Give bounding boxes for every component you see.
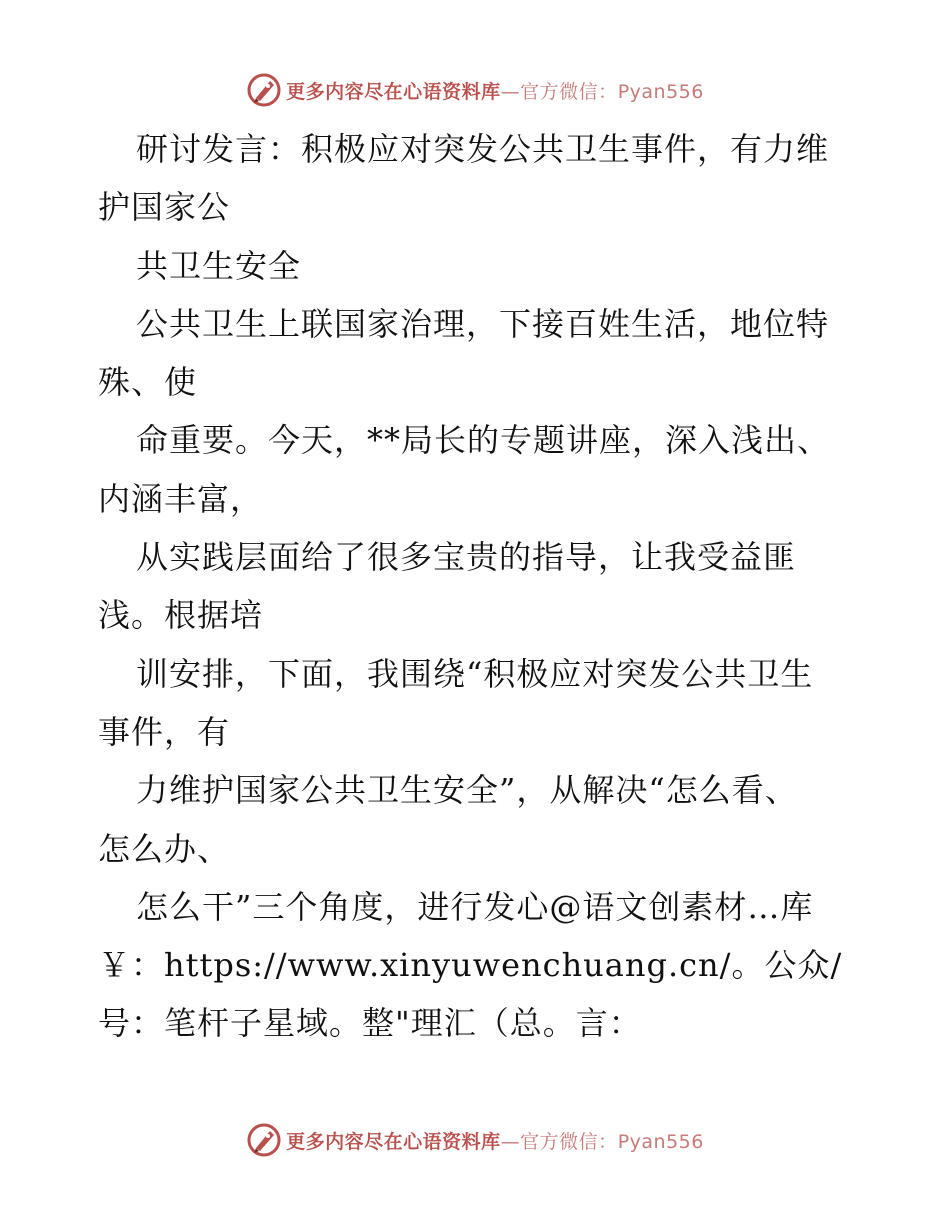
banner-dash: — (500, 1130, 521, 1153)
writing-pen-logo-icon (246, 1122, 282, 1158)
document-line: 力维护国家公共卫生安全”，从解决“怎么看、 (136, 771, 798, 810)
header-banner-text (286, 77, 704, 104)
writing-pen-logo-icon (246, 72, 282, 108)
document-line: 训安排，下面，我围绕“积极应对突发公共卫生 (136, 654, 814, 693)
banner-wechat-id: Pyan556 (617, 1130, 704, 1153)
document-line: 护国家公 (98, 188, 231, 227)
document-line: 公共卫生上联国家治理，下接百姓生活，地位特 (136, 304, 830, 343)
document-line: 号：笔杆子星域。整"理汇（总。言： (98, 1004, 642, 1043)
footer-banner-text (286, 1127, 704, 1154)
banner-brand: 更多内容尽在心语资料库 (286, 80, 501, 103)
banner-wechat-label: 官方微信： (520, 80, 618, 103)
footer-banner-inner (246, 1122, 704, 1158)
document-line: 共卫生安全 (136, 246, 302, 285)
document-line: 命重要。今天，**局长的专题讲座，深入浅出、 (136, 421, 831, 460)
document-line: 浅。根据培 (98, 596, 264, 635)
document-line: 怎么干”三个角度，进行发心@语文创素材…库 (136, 887, 814, 926)
document-line: 内涵丰富， (98, 479, 264, 518)
footer-banner (0, 1120, 950, 1160)
document-body (98, 120, 878, 1053)
banner-wechat-label: 官方微信： (520, 1130, 618, 1153)
document-line: 研讨发言：积极应对突发公共卫生事件，有力维 (136, 130, 830, 168)
document-line: 从实践层面给了很多宝贵的指导，让我受益匪 (136, 538, 797, 577)
document-line: ￥：https://www.xinyuwenchuang.cn/。公众/ (98, 946, 843, 985)
banner-brand: 更多内容尽在心语资料库 (286, 1130, 501, 1153)
banner-wechat-id: Pyan556 (617, 80, 704, 103)
banner-dash: — (500, 80, 521, 103)
document-line: 怎么办、 (98, 829, 231, 868)
header-banner-inner (246, 72, 704, 108)
document-line: 殊、使 (98, 363, 198, 402)
document-line: 事件，有 (98, 712, 231, 751)
header-banner (0, 70, 950, 110)
